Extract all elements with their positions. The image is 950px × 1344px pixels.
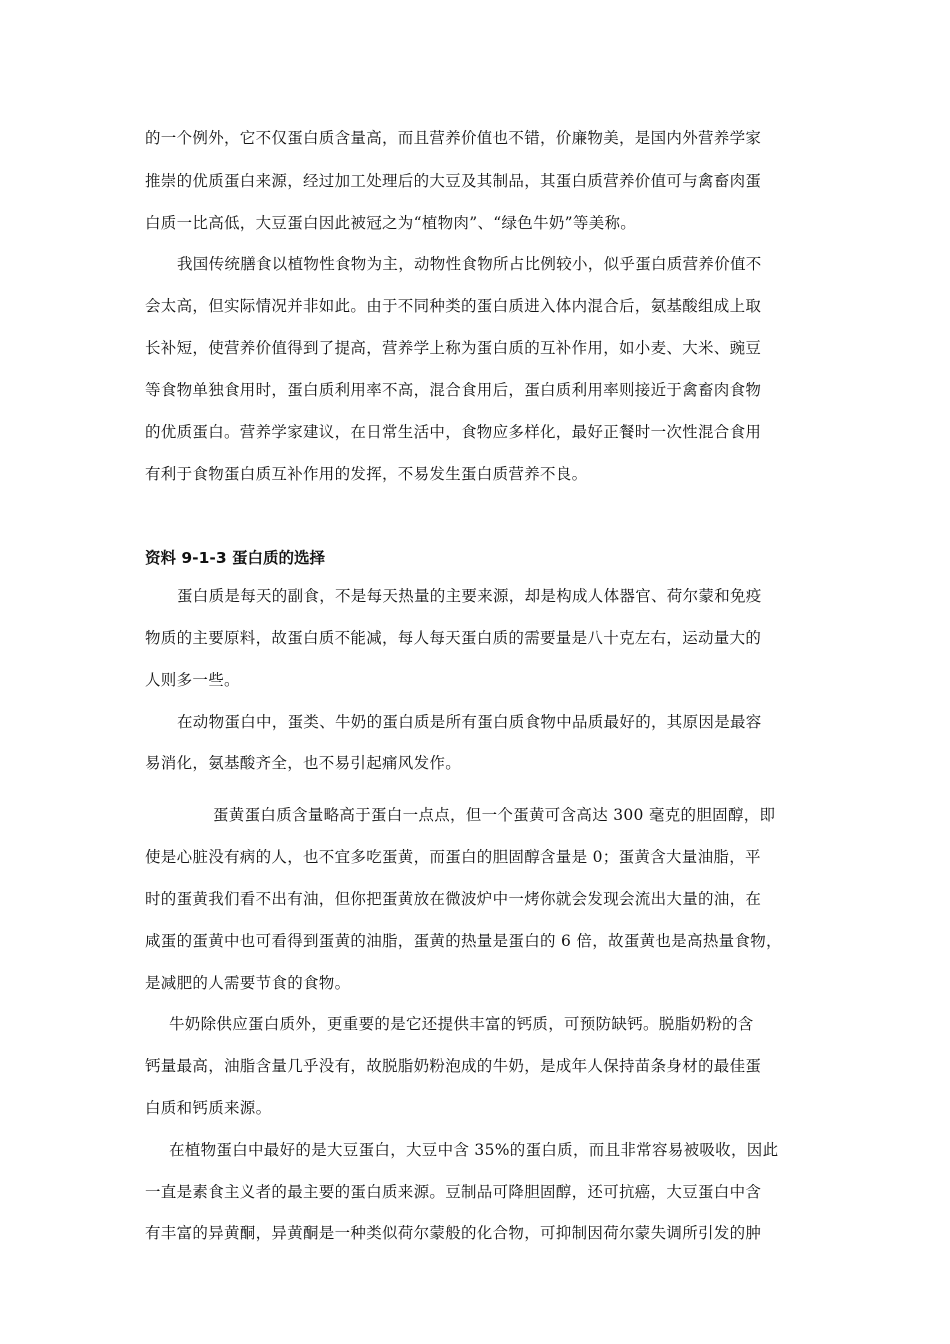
paragraph-line: 等食物单独食用时，蛋白质利用率不高，混合食用后，蛋白质利用率则接近于禽畜肉食物 bbox=[145, 381, 762, 399]
paragraph-line: 在植物蛋白中最好的是大豆蛋白，大豆中含 35%的蛋白质，而且非常容易被吸收，因此 bbox=[169, 1141, 779, 1159]
paragraph-line: 时的蛋黄我们看不出有油，但你把蛋黄放在微波炉中一烤你就会发现会流出大量的油，在 bbox=[145, 890, 762, 908]
paragraph-line: 白质一比高低，大豆蛋白因此被冠之为“植物肉”、“绿色牛奶”等美称。 bbox=[145, 214, 637, 232]
paragraph-line: 牛奶除供应蛋白质外，更重要的是它还提供丰富的钙质，可预防缺钙。脱脂奶粉的含 bbox=[169, 1015, 754, 1033]
paragraph-line: 蛋白质是每天的副食，不是每天热量的主要来源，却是构成人体器官、荷尔蒙和免疫 bbox=[177, 587, 762, 605]
paragraph-line: 有丰富的异黄酮，异黄酮是一种类似荷尔蒙般的化合物，可抑制因荷尔蒙失调所引发的肿 bbox=[145, 1224, 762, 1242]
paragraph-line: 我国传统膳食以植物性食物为主，动物性食物所占比例较小，似乎蛋白质营养价值不 bbox=[177, 255, 762, 273]
paragraph-line: 钙量最高，油脂含量几乎没有，故脱脂奶粉泡成的牛奶，是成年人保持苗条身材的最佳蛋 bbox=[145, 1057, 762, 1075]
paragraph-line: 一直是素食主义者的最主要的蛋白质来源。豆制品可降胆固醇，还可抗癌，大豆蛋白中含 bbox=[145, 1183, 762, 1201]
paragraph-line: 是减肥的人需要节食的食物。 bbox=[145, 974, 351, 992]
paragraph-line: 有利于食物蛋白质互补作用的发挥，不易发生蛋白质营养不良。 bbox=[145, 465, 588, 483]
paragraph-line: 使是心脏没有病的人，也不宜多吃蛋黄，而蛋白的胆固醇含量是 0；蛋黄含大量油脂，平 bbox=[145, 848, 761, 866]
section-heading: 资料 9-1-3 蛋白质的选择 bbox=[145, 549, 326, 567]
paragraph-line: 在动物蛋白中，蛋类、牛奶的蛋白质是所有蛋白质食物中品质最好的，其原因是最容 bbox=[177, 713, 762, 731]
paragraph-line: 人则多一些。 bbox=[145, 671, 240, 689]
paragraph-line: 推崇的优质蛋白来源，经过加工处理后的大豆及其制品，其蛋白质营养价值可与禽畜肉蛋 bbox=[145, 172, 762, 190]
paragraph-line: 的一个例外，它不仅蛋白质含量高，而且营养价值也不错，价廉物美，是国内外营养学家 bbox=[145, 129, 762, 147]
paragraph-line: 的优质蛋白。营养学家建议，在日常生活中，食物应多样化，最好正餐时一次性混合食用 bbox=[145, 423, 762, 441]
paragraph-line: 物质的主要原料，故蛋白质不能减，每人每天蛋白质的需要量是八十克左右，运动量大的 bbox=[145, 629, 762, 647]
paragraph-line: 蛋黄蛋白质含量略高于蛋白一点点，但一个蛋黄可含高达 300 毫克的胆固醇，即 bbox=[213, 806, 776, 824]
paragraph-line: 长补短，使营养价值得到了提高，营养学上称为蛋白质的互补作用，如小麦、大米、豌豆 bbox=[145, 339, 762, 357]
paragraph-line: 白质和钙质来源。 bbox=[145, 1099, 272, 1117]
paragraph-line: 易消化，氨基酸齐全，也不易引起痛风发作。 bbox=[145, 754, 462, 772]
paragraph-line: 咸蛋的蛋黄中也可看得到蛋黄的油脂，蛋黄的热量是蛋白的 6 倍，故蛋黄也是高热量食物， bbox=[145, 932, 782, 950]
paragraph-line: 会太高，但实际情况并非如此。由于不同种类的蛋白质进入体内混合后，氨基酸组成上取 bbox=[145, 297, 762, 315]
